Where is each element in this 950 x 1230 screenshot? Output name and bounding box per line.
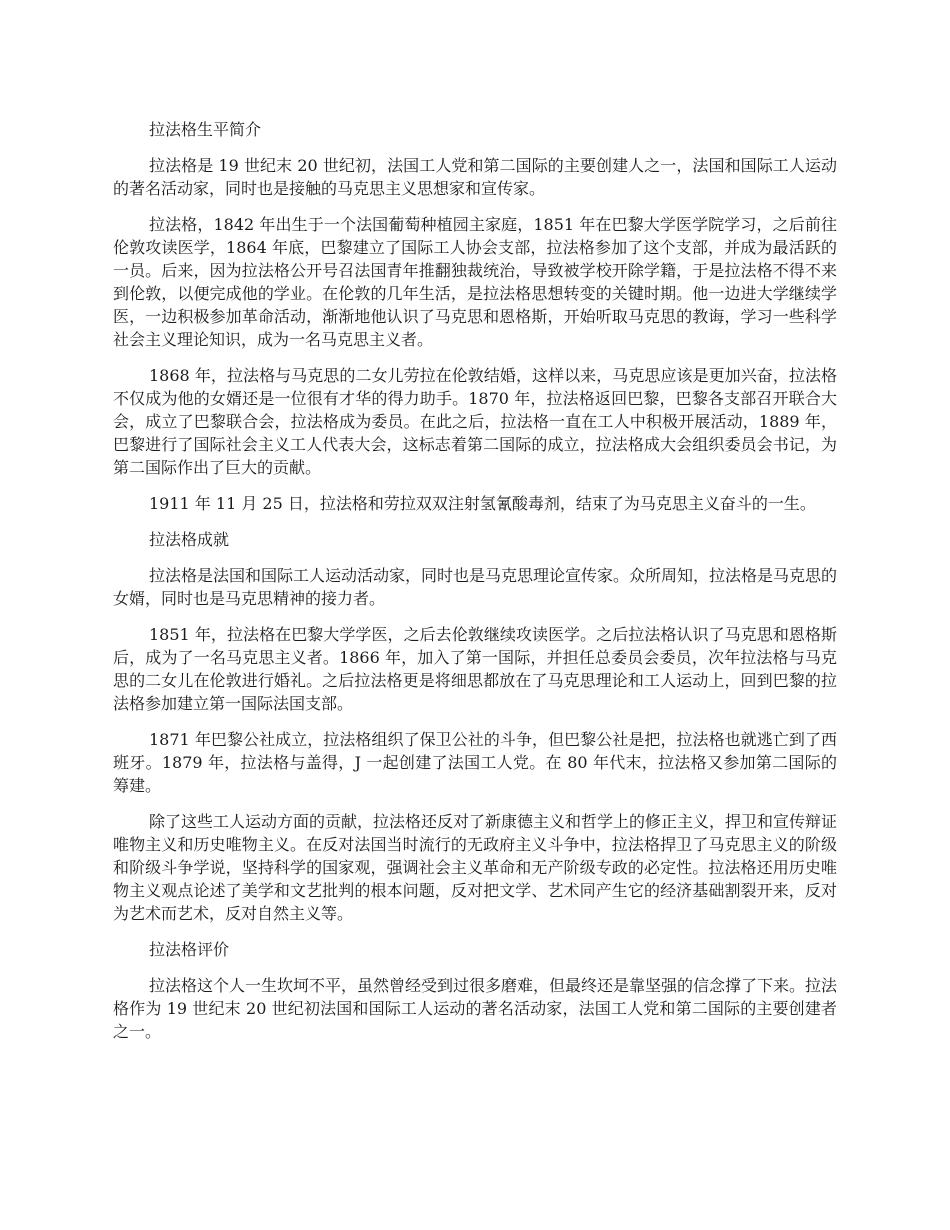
paragraph: 1911 年 11 月 25 日，拉法格和劳拉双双注射氢氰酸毒剂，结束了为马克思主义奋斗的一生。 <box>149 494 816 513</box>
section-heading: 拉法格成就 <box>149 530 230 549</box>
paragraph: 1868 年，拉法格与马克思的二女儿劳拉在伦敦结婚，这样以来，马克思应该是更加兴奋，拉法格不仅成为他的女婿还是一位很有才华的得力助手。1870 年，拉法格返回巴黎，巴黎各支部召开联合大会，成立了巴黎联合会，拉法格成为委员。在此之后，拉法格一直在工人中积极开展活动，1889 年，巴黎进行了国际社会主义工人代表大会，这标志着第二国际的成立，拉法格成大会组织委员会书记，为第二国际作出了巨大的贡献。 <box>113 366 837 477</box>
paragraph: 拉法格这个人一生坎坷不平，虽然曾经受到过很多磨难，但最终还是靠坚强的信念撑了下来。拉法格作为 19 世纪末 20 世纪初法国和国际工人运动的著名活动家，法国工人党和第二国际的主要创建者之一。 <box>113 976 838 1041</box>
paragraph: 除了这些工人运动方面的贡献，拉法格还反对了新康德主义和哲学上的修正主义，捍卫和宣传辩证唯物主义和历史唯物主义。在反对法国当时流行的无政府主义斗争中，拉法格捍卫了马克思主义的阶级和阶级斗争学说，坚持科学的国家观，强调社会主义革命和无产阶级专政的必定性。拉法格还用历史唯物主义观点论述了美学和文艺批判的根本问题，反对把文学、艺术同产生它的经济基础割裂开来，反对为艺术而艺术，反对自然主义等。 <box>113 812 838 923</box>
section-heading: 拉法格生平简介 <box>149 120 262 139</box>
section-evaluation <box>113 938 837 1043</box>
section-heading: 拉法格评价 <box>149 940 230 959</box>
paragraph: 拉法格，1842 年出生于一个法国葡萄种植园主家庭，1851 年在巴黎大学医学院学习，之后前往伦敦攻读医学，1864 年底，巴黎建立了国际工人协会支部，拉法格参加了这个支部，并成为最活跃的一员。后来，因为拉法格公开号召法国青年推翻独裁统治，导致被学校开除学籍，于是拉法格不得不来到伦敦，以便完成他的学业。在伦敦的几年生活，是拉法格思想转变的关键时期。他一边进大学继续学医，一边积极参加革命活动，渐渐地他认识了马克思和恩格斯，开始听取马克思的教诲，学习一些科学社会主义理论知识，成为一名马克思主义者。 <box>113 215 837 349</box>
paragraph: 拉法格是 19 世纪末 20 世纪初，法国工人党和第二国际的主要创建人之一，法国和国际工人运动的著名活动家，同时也是接触的马克思主义思想家和宣传家。 <box>113 156 837 198</box>
section-biography <box>113 118 837 515</box>
document-page <box>113 118 837 1056</box>
paragraph: 1851 年，拉法格在巴黎大学学医，之后去伦敦继续攻读医学。之后拉法格认识了马克思和恩格斯后，成为了一名马克思主义者。1866 年，加入了第一国际，并担任总委员会委员，次年拉法格与马克思的二女儿在伦敦进行婚礼。之后拉法格更是将细思都放在了马克思理论和工人运动上，回到巴黎的拉法格参加建立第一国际法国支部。 <box>113 625 837 713</box>
paragraph: 1871 年巴黎公社成立，拉法格组织了保卫公社的斗争，但巴黎公社是把，拉法格也就逃亡到了西班牙。1879 年，拉法格与盖得，J 一起创建了法国工人党。在 80 年代末，拉法格又参加第二国际的筹建。 <box>113 730 837 795</box>
paragraph: 拉法格是法国和国际工人运动活动家，同时也是马克思理论宣传家。众所周知，拉法格是马克思的女婿，同时也是马克思精神的接力者。 <box>113 566 838 608</box>
section-achievements <box>113 528 837 925</box>
